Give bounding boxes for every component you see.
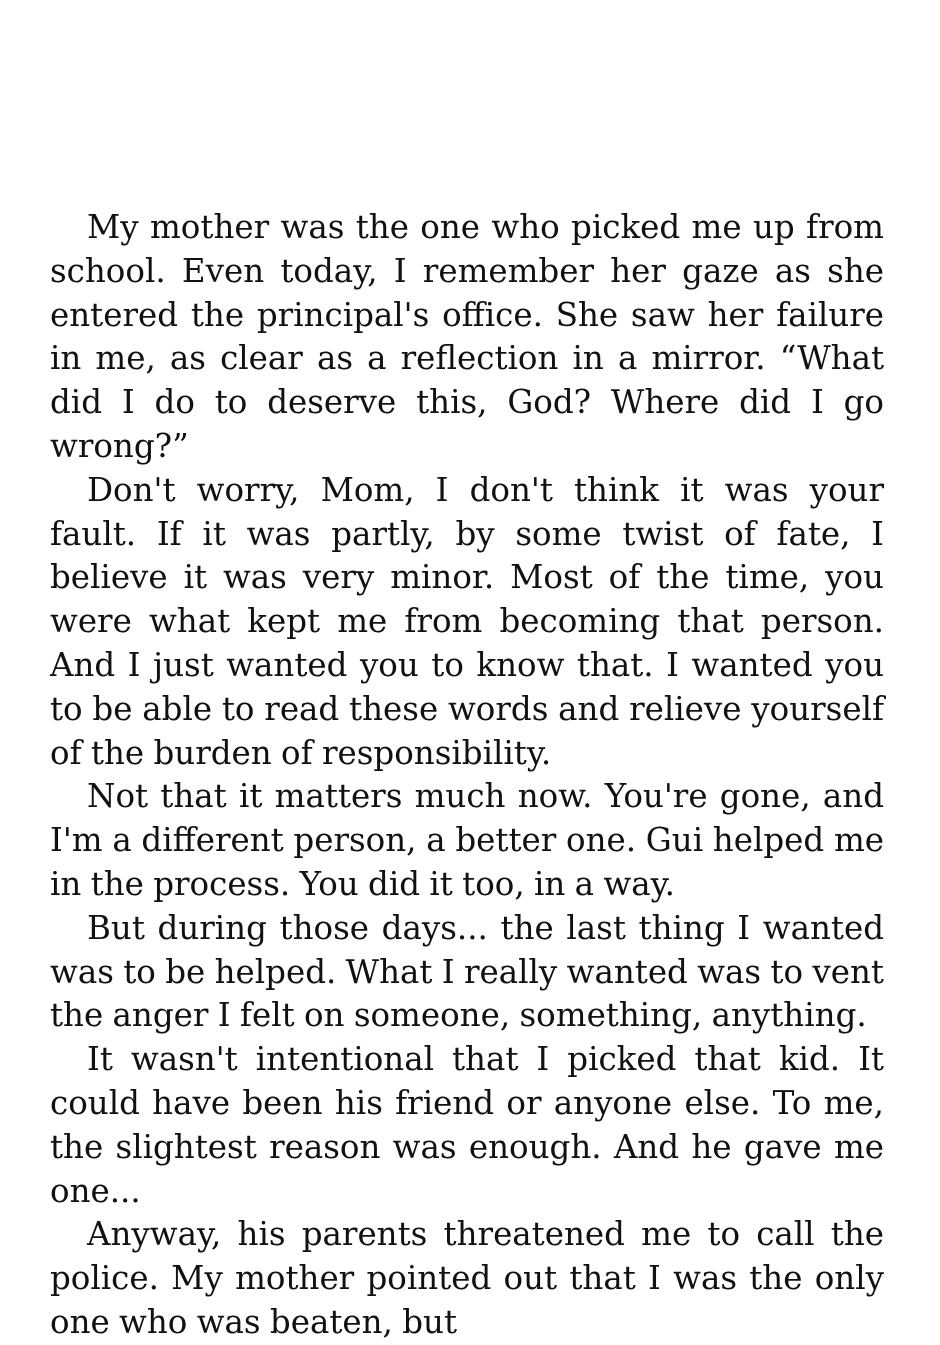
book-page [50, 206, 884, 1341]
paragraph: It wasn't intentional that I picked that kid. It could have been his friend or anyone else. To me, the slightest reason was enough. And he gave me one... [50, 1040, 884, 1210]
paragraph: But during those days... the last thing I wanted was to be helped. What I really wanted was to vent the anger I felt on someone, something, anything. [50, 908, 884, 1035]
paragraph: Not that it matters much now. You're gone, and I'm a different person, a better one. Gui helped me in the process. You did it too, in a way. [50, 777, 884, 903]
paragraph: Don't worry, Mom, I don't think it was your fault. If it was partly, by some twist of fate, I believe it was very minor. Most of the time, you were what kept me from becoming that person. And I just wanted you to know that. I wanted you to be able to read these words and relieve yourself of the burden of responsibility. [50, 470, 884, 772]
paragraph: My mother was the one who picked me up from school. Even today, I remember her gaze as she entered the principal's office. She saw her failure in me, as clear as a reflection in a mirror. “What did I do to deserve this, God? Where did I go wrong?” [50, 208, 884, 465]
paragraph: Anyway, his parents threatened me to call the police. My mother pointed out that I was the only one who was beaten, but [50, 1215, 884, 1341]
